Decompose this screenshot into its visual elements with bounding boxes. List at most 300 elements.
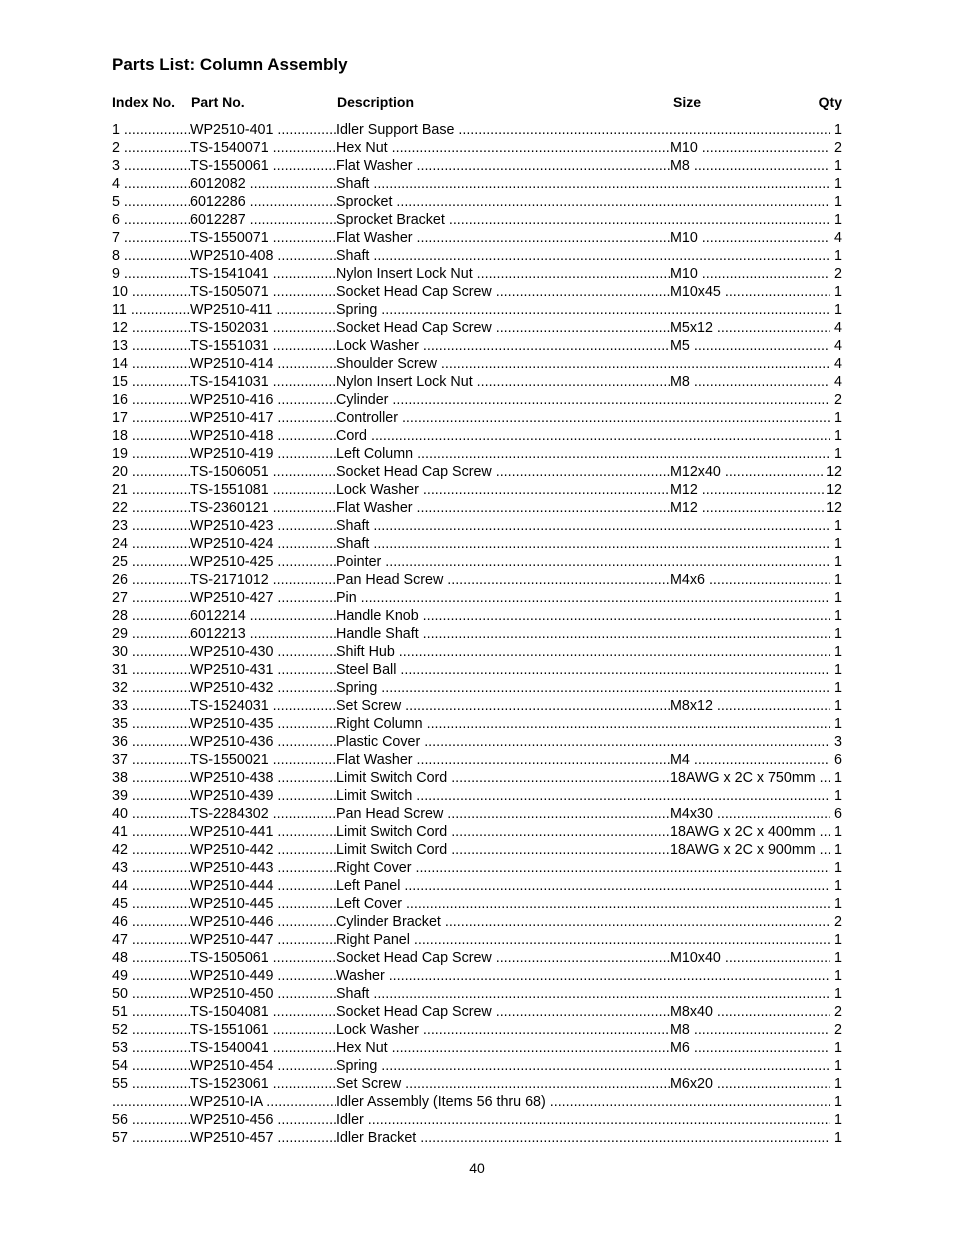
size: M5x12 ..... [670,319,830,337]
qty: 1 [834,536,842,552]
qty: 1 [834,410,842,426]
description: Sprocket Bracket ..... [336,211,830,229]
description: Limit Switch ..... [336,787,830,805]
index-no: 51 ..... [112,1003,190,1021]
qty: 2 [834,914,842,930]
qty: 1 [834,968,842,984]
part-no: 6012287 ..... [190,211,336,229]
part-no: WP2510-449 ..... [190,967,336,985]
description: Cylinder Bracket ..... [336,913,830,931]
index-no: 57 ..... [112,1129,190,1147]
description: Left Cover ..... [336,895,830,913]
index-no: 16 ..... [112,391,190,409]
description: Left Panel ..... [336,877,830,895]
qty: 1 [834,302,842,318]
size: M12 ..... [670,499,830,517]
index-no: 14 ..... [112,355,190,373]
table-row [112,715,842,733]
part-no: WP2510-418 ..... [190,427,336,445]
qty: 4 [834,320,842,336]
table-row [112,571,842,589]
table-row [112,913,842,931]
description: Socket Head Cap Screw ..... [336,949,670,967]
qty: 12 [826,482,842,498]
index-no: 43 ..... [112,859,190,877]
table-row [112,247,842,265]
part-no: TS-1541031 ..... [190,373,336,391]
index-no: 19 ..... [112,445,190,463]
description: Flat Washer ..... [336,157,670,175]
table-row [112,499,842,517]
description: Flat Washer ..... [336,751,670,769]
qty: 1 [834,608,842,624]
part-no: WP2510-408 ..... [190,247,336,265]
qty: 1 [834,176,842,192]
table-row [112,337,842,355]
qty: 1 [834,824,842,840]
table-row [112,481,842,499]
index-no: 47 ..... [112,931,190,949]
description: Flat Washer ..... [336,229,670,247]
part-no: WP2510-456 ..... [190,1111,336,1129]
table-row [112,949,842,967]
qty: 4 [834,374,842,390]
qty: 1 [834,950,842,966]
qty: 6 [834,806,842,822]
qty: 1 [834,770,842,786]
table-row [112,553,842,571]
qty: 2 [834,1004,842,1020]
part-no: WP2510-450 ..... [190,985,336,1003]
part-no: WP2510-439 ..... [190,787,336,805]
description: Left Column ..... [336,445,830,463]
qty: 1 [834,1058,842,1074]
table-row [112,1039,842,1057]
description: Nylon Insert Lock Nut ..... [336,265,670,283]
table-row [112,121,842,139]
part-no: TS-1540071 ..... [190,139,336,157]
part-no: WP2510-425 ..... [190,553,336,571]
index-no: 36 ..... [112,733,190,751]
part-no: WP2510-442 ..... [190,841,336,859]
index-no: 30 ..... [112,643,190,661]
qty: 1 [834,986,842,1002]
table-row [112,607,842,625]
table-row [112,157,842,175]
part-no: TS-1502031 ..... [190,319,336,337]
description: Shift Hub ..... [336,643,830,661]
description: Limit Switch Cord ..... [336,841,670,859]
description: Washer ..... [336,967,830,985]
index-no: 32 ..... [112,679,190,697]
size: M4x30 ..... [670,805,830,823]
table-row [112,211,842,229]
description: Plastic Cover ..... [336,733,830,751]
description: Steel Ball ..... [336,661,830,679]
part-no: WP2510-445 ..... [190,895,336,913]
qty: 3 [834,734,842,750]
size: M12 ..... [670,481,830,499]
qty: 1 [834,122,842,138]
table-row [112,787,842,805]
qty: 1 [834,1076,842,1092]
qty: 1 [834,194,842,210]
part-no: TS-1551031 ..... [190,337,336,355]
size: M8 ..... [670,157,830,175]
part-no: TS-2171012 ..... [190,571,336,589]
index-no: 37 ..... [112,751,190,769]
qty: 2 [834,1022,842,1038]
part-no: WP2510-427 ..... [190,589,336,607]
description: Idler Assembly (Items 56 thru 68) ..... [336,1093,830,1111]
qty: 4 [834,338,842,354]
description: Pin ..... [336,589,830,607]
table-row [112,661,842,679]
description: Limit Switch Cord ..... [336,823,670,841]
size: M8 ..... [670,1021,830,1039]
qty: 1 [834,680,842,696]
part-no: WP2510-432 ..... [190,679,336,697]
part-no: TS-1523061 ..... [190,1075,336,1093]
part-no: TS-1550021 ..... [190,751,336,769]
index-no: 18 ..... [112,427,190,445]
description: Shaft ..... [336,175,830,193]
index-no: 39 ..... [112,787,190,805]
qty: 1 [834,248,842,264]
qty: 1 [834,716,842,732]
part-no: WP2510-416 ..... [190,391,336,409]
description: Flat Washer ..... [336,499,670,517]
table-row [112,463,842,481]
index-no: 54 ..... [112,1057,190,1075]
table-row [112,301,842,319]
description: Handle Knob ..... [336,607,830,625]
part-no: WP2510-417 ..... [190,409,336,427]
table-row [112,265,842,283]
table-row [112,391,842,409]
table-row [112,733,842,751]
index-no: 12 ..... [112,319,190,337]
qty: 1 [834,1130,842,1146]
part-no: WP2510-419 ..... [190,445,336,463]
size: M8x40 ..... [670,1003,830,1021]
qty: 1 [834,212,842,228]
description: Socket Head Cap Screw ..... [336,283,670,301]
description: Lock Washer ..... [336,1021,670,1039]
part-no: WP2510-446 ..... [190,913,336,931]
index-no: 49 ..... [112,967,190,985]
part-no: WP2510-435 ..... [190,715,336,733]
page-title: Parts List: Column Assembly [112,55,348,74]
description: Idler Bracket ..... [336,1129,830,1147]
table-row [112,409,842,427]
description: Right Panel ..... [336,931,830,949]
parts-list [112,121,842,1147]
index-no: 1 ..... [112,121,190,139]
qty: 1 [834,662,842,678]
index-no: 3 ..... [112,157,190,175]
table-row [112,643,842,661]
qty: 2 [834,392,842,408]
description: Socket Head Cap Screw ..... [336,319,670,337]
part-no: WP2510-423 ..... [190,517,336,535]
qty: 1 [834,896,842,912]
part-no: TS-1505061 ..... [190,949,336,967]
qty: 1 [834,878,842,894]
description: Spring ..... [336,301,830,319]
index-no: 46 ..... [112,913,190,931]
description: Sprocket ..... [336,193,830,211]
table-row [112,589,842,607]
index-no: 53 ..... [112,1039,190,1057]
qty: 1 [834,842,842,858]
qty: 1 [834,554,842,570]
description: Shaft ..... [336,517,830,535]
part-no: WP2510-457 ..... [190,1129,336,1147]
part-no: TS-1541041 ..... [190,265,336,283]
part-no: 6012082 ..... [190,175,336,193]
table-row [112,805,842,823]
qty: 1 [834,446,842,462]
size: M8x12 ..... [670,697,830,715]
size: 18AWG x 2C x 900mm ..... [670,841,830,859]
qty: 1 [834,644,842,660]
table-row [112,373,842,391]
index-no: 15 ..... [112,373,190,391]
header-part: Part No. [191,94,245,110]
index-no: 44 ..... [112,877,190,895]
size: 18AWG x 2C x 750mm ..... [670,769,830,787]
index-no: 26 ..... [112,571,190,589]
index-no: 22 ..... [112,499,190,517]
index-no: 48 ..... [112,949,190,967]
index-no: 4 ..... [112,175,190,193]
size: 18AWG x 2C x 400mm ..... [670,823,830,841]
index-no: 35 ..... [112,715,190,733]
description: Spring ..... [336,679,830,697]
part-no: TS-1506051 ..... [190,463,336,481]
description: Nylon Insert Lock Nut ..... [336,373,670,391]
table-row [112,1093,842,1111]
index-no: 56 ..... [112,1111,190,1129]
table-row [112,985,842,1003]
qty: 12 [826,464,842,480]
description: Cord ..... [336,427,830,445]
index-no: 28 ..... [112,607,190,625]
table-row [112,841,842,859]
size: M4 ..... [670,751,830,769]
index-no: 40 ..... [112,805,190,823]
table-row [112,1111,842,1129]
table-row [112,1075,842,1093]
description: Socket Head Cap Screw ..... [336,1003,670,1021]
description: Shaft ..... [336,535,830,553]
table-row [112,175,842,193]
size: M10 ..... [670,265,830,283]
table-row [112,355,842,373]
index-no: 13 ..... [112,337,190,355]
part-no: WP2510-444 ..... [190,877,336,895]
index-no: 7 ..... [112,229,190,247]
part-no: TS-1551061 ..... [190,1021,336,1039]
table-row [112,229,842,247]
part-no: TS-1540041 ..... [190,1039,336,1057]
part-no: WP2510-431 ..... [190,661,336,679]
qty: 1 [834,1112,842,1128]
table-row [112,535,842,553]
size: M10x40 ..... [670,949,830,967]
index-no: 27 ..... [112,589,190,607]
index-no: 17 ..... [112,409,190,427]
index-no: 55 ..... [112,1075,190,1093]
description: Right Column ..... [336,715,830,733]
index-no: 6 ..... [112,211,190,229]
table-row [112,319,842,337]
part-no: WP2510-447 ..... [190,931,336,949]
description: Lock Washer ..... [336,337,670,355]
table-row [112,769,842,787]
description: Hex Nut ..... [336,139,670,157]
table-row [112,895,842,913]
size: M6 ..... [670,1039,830,1057]
description: Set Screw ..... [336,1075,670,1093]
part-no: 6012214 ..... [190,607,336,625]
header-qty: Qty [818,94,842,110]
part-no: TS-2360121 ..... [190,499,336,517]
table-row [112,931,842,949]
description: Idler ..... [336,1111,830,1129]
table-row [112,445,842,463]
index-no [112,1093,190,1111]
table-row [112,697,842,715]
table-header [112,94,842,112]
description: Spring ..... [336,1057,830,1075]
qty: 1 [834,518,842,534]
qty: 1 [834,788,842,804]
part-no: WP2510-430 ..... [190,643,336,661]
table-row [112,751,842,769]
part-no: TS-2284302 ..... [190,805,336,823]
part-no: TS-1551081 ..... [190,481,336,499]
table-row [112,283,842,301]
description: Controller ..... [336,409,830,427]
table-row [112,517,842,535]
qty: 1 [834,932,842,948]
index-no: 9 ..... [112,265,190,283]
size: M8 ..... [670,373,830,391]
qty: 6 [834,752,842,768]
page-number: 40 [469,1160,485,1176]
qty: 1 [834,590,842,606]
qty: 1 [834,284,842,300]
index-no: 11 ..... [112,301,190,319]
index-no: 8 ..... [112,247,190,265]
table-row [112,823,842,841]
part-no: WP2510-454 ..... [190,1057,336,1075]
qty: 1 [834,626,842,642]
description: Shaft ..... [336,247,830,265]
table-row [112,193,842,211]
description: Shaft ..... [336,985,830,1003]
qty: 1 [834,1094,842,1110]
index-no: 45 ..... [112,895,190,913]
description: Shoulder Screw ..... [336,355,830,373]
table-row [112,1021,842,1039]
table-row [112,877,842,895]
description: Limit Switch Cord ..... [336,769,670,787]
part-no: WP2510-411 ..... [190,301,336,319]
index-no: 5 ..... [112,193,190,211]
description: Pointer ..... [336,553,830,571]
table-row [112,427,842,445]
header-description: Description [337,94,415,110]
qty: 4 [834,356,842,372]
part-no: WP2510-424 ..... [190,535,336,553]
index-no: 23 ..... [112,517,190,535]
index-no: 50 ..... [112,985,190,1003]
part-no: WP2510-IA ..... [190,1093,336,1111]
qty: 1 [834,698,842,714]
header-size: Size [673,94,702,110]
size: M10x45 ..... [670,283,830,301]
index-no: 52 ..... [112,1021,190,1039]
qty: 4 [834,230,842,246]
description: Handle Shaft ..... [336,625,830,643]
index-no: 21 ..... [112,481,190,499]
description: Cylinder ..... [336,391,830,409]
description: Idler Support Base ..... [336,121,830,139]
index-no: 29 ..... [112,625,190,643]
qty: 12 [826,500,842,516]
size: M4x6 ..... [670,571,830,589]
part-no: TS-1505071 ..... [190,283,336,301]
qty: 2 [834,140,842,156]
table-row [112,1003,842,1021]
qty: 1 [834,860,842,876]
index-no: 41 ..... [112,823,190,841]
index-no: 33 ..... [112,697,190,715]
part-no: WP2510-414 ..... [190,355,336,373]
description: Hex Nut ..... [336,1039,670,1057]
index-no: 20 ..... [112,463,190,481]
qty: 2 [834,266,842,282]
size: M12x40 ..... [670,463,830,481]
part-no: TS-1550071 ..... [190,229,336,247]
table-row [112,967,842,985]
size: M6x20 ..... [670,1075,830,1093]
header-index: Index No. [112,94,176,110]
table-row [112,1057,842,1075]
index-no: 42 ..... [112,841,190,859]
size: M5 ..... [670,337,830,355]
table-row [112,1129,842,1147]
description: Lock Washer ..... [336,481,670,499]
size: M10 ..... [670,229,830,247]
index-no: 31 ..... [112,661,190,679]
part-no: WP2510-441 ..... [190,823,336,841]
part-no: 6012286 ..... [190,193,336,211]
part-no: TS-1524031 ..... [190,697,336,715]
part-no: WP2510-443 ..... [190,859,336,877]
qty: 1 [834,428,842,444]
index-no: 24 ..... [112,535,190,553]
description: Pan Head Screw ..... [336,805,670,823]
index-no: 10 ..... [112,283,190,301]
index-no: 2 ..... [112,139,190,157]
qty: 1 [834,158,842,174]
description: Socket Head Cap Screw ..... [336,463,670,481]
description: Pan Head Screw ..... [336,571,670,589]
